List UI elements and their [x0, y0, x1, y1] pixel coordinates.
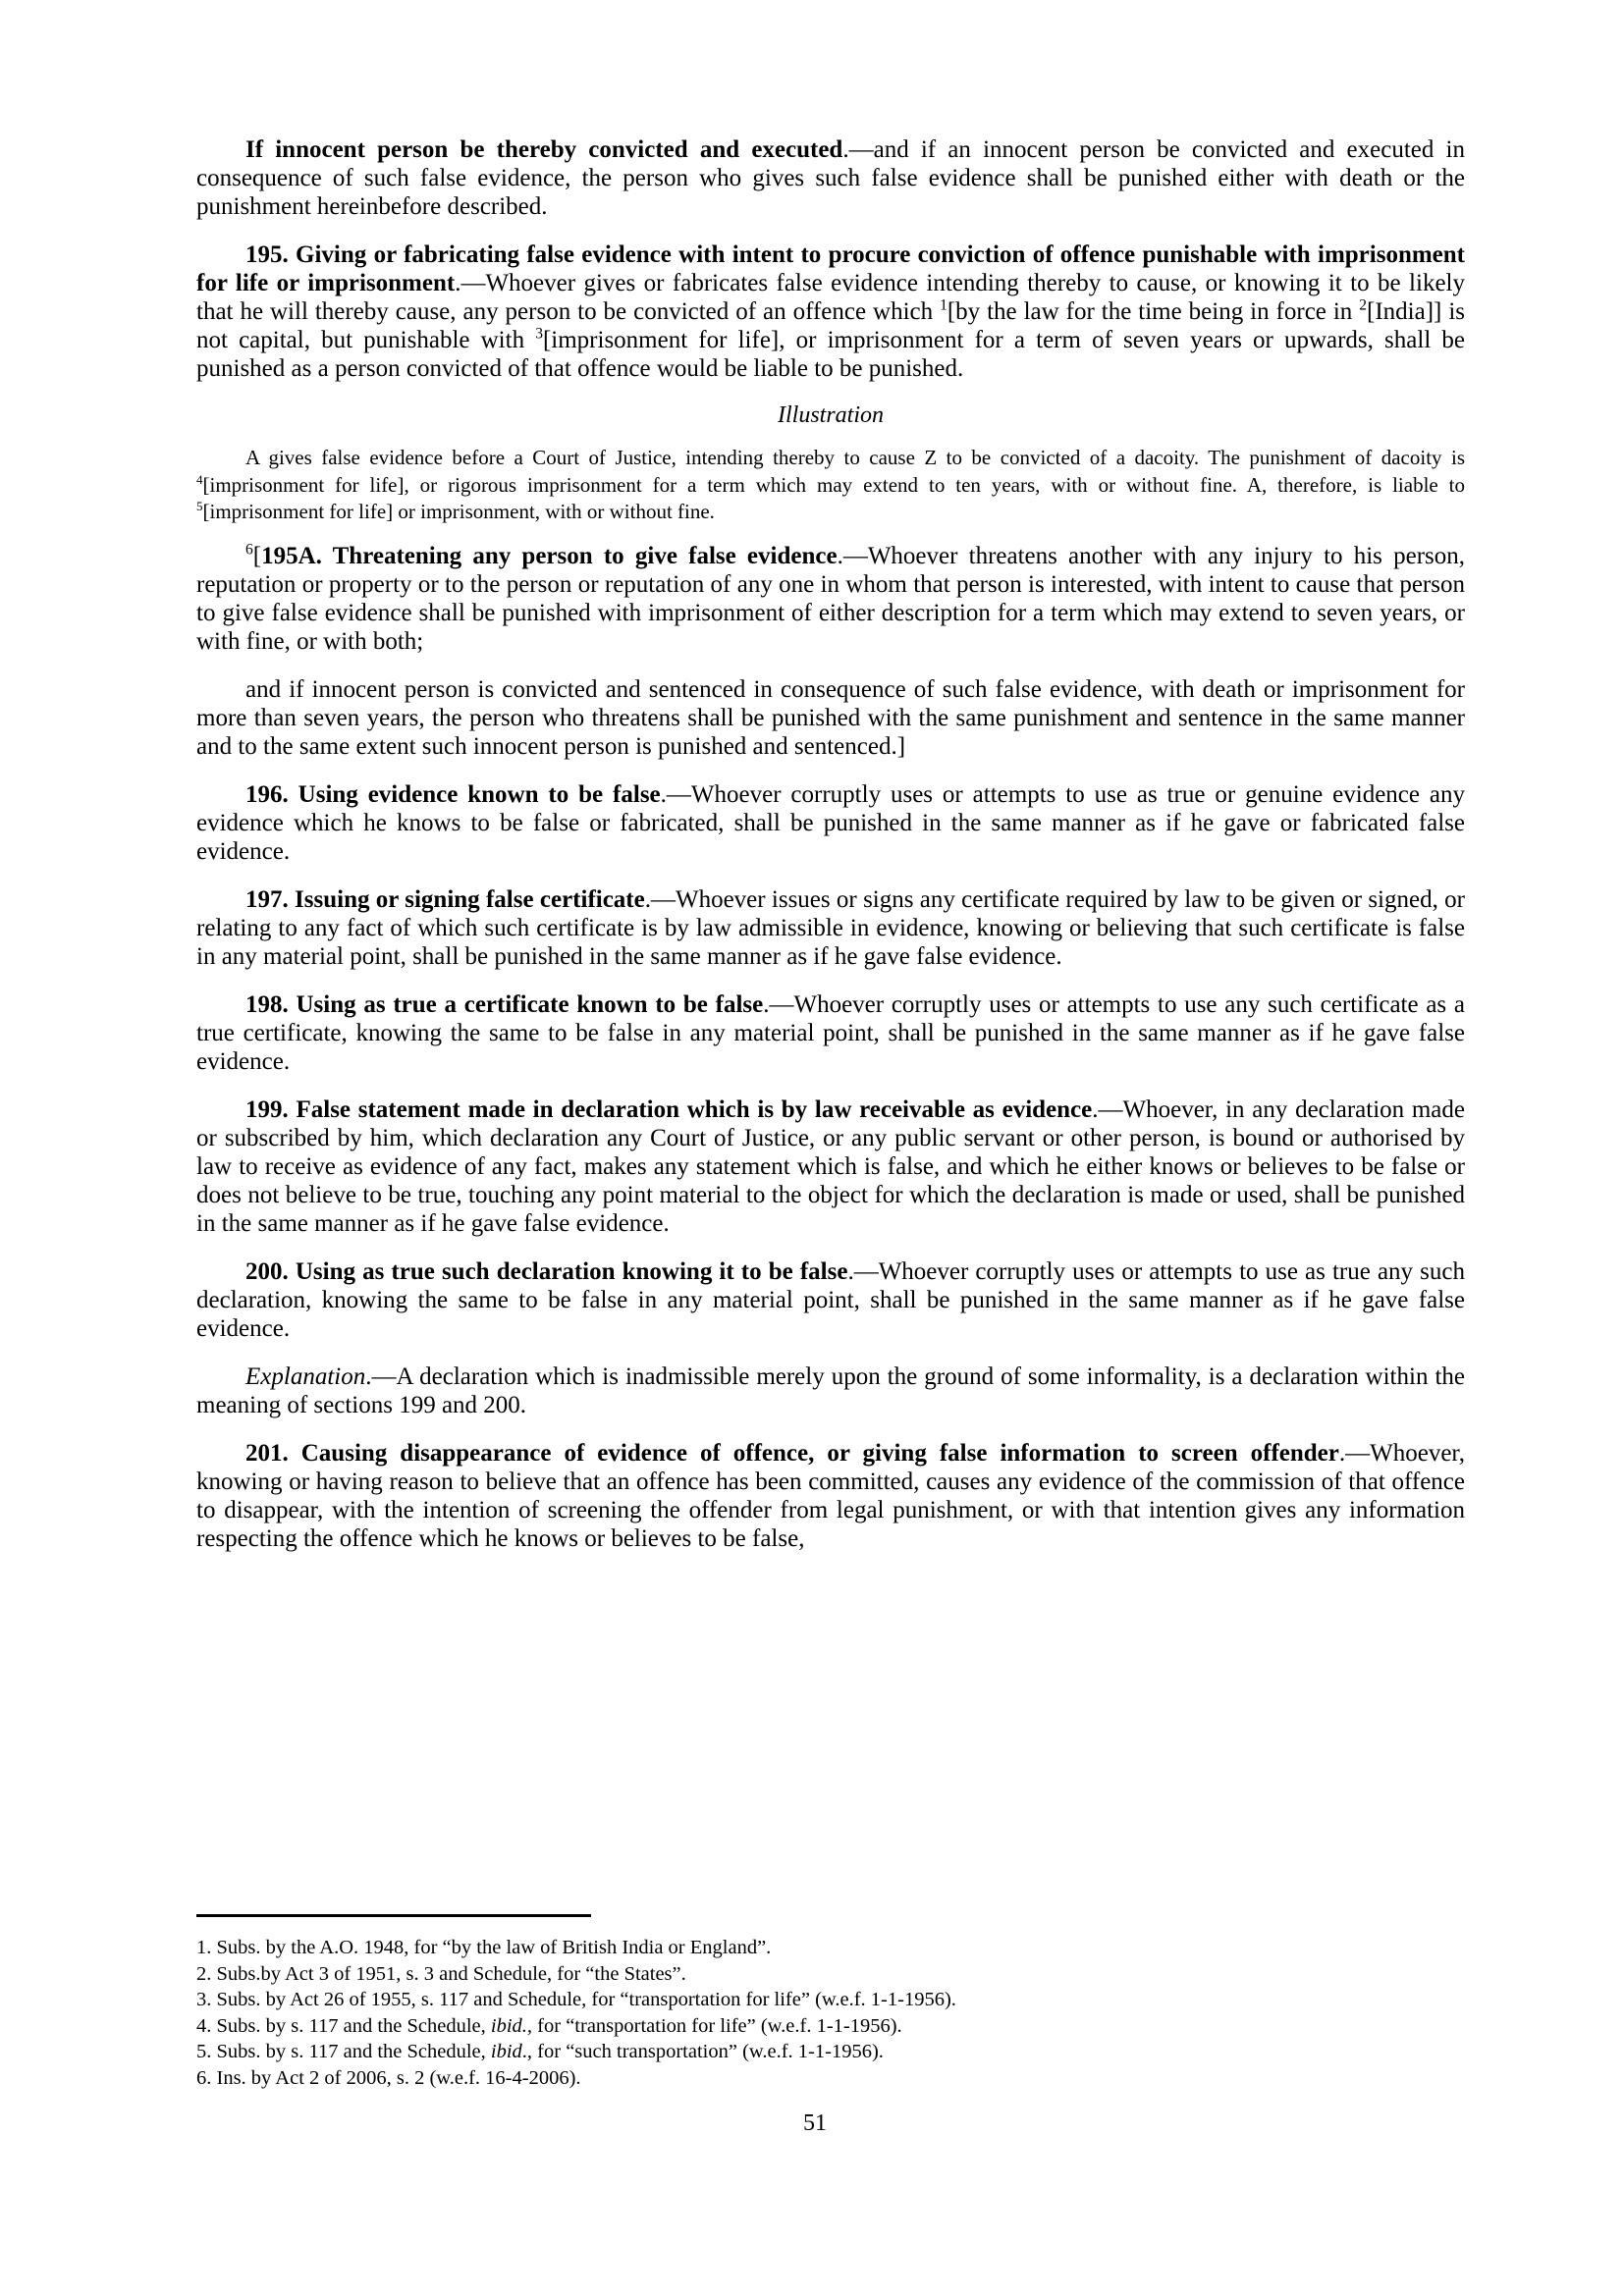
- para-explanation: Explanation.—A declaration which is inadmissible merely upon the ground of some informality, is a declaration within the meaning of sections 199 and 200.: [196, 1362, 1465, 1418]
- para-section-201: 201. Causing disappearance of evidence of offence, or giving false information to screen offender.—Whoever, knowing or having reason to believe that an offence has been committed, causes any evidence of the commission of that offence to disappear, with the intention of screening the offender from legal punishment, or with that intention gives any information respecting the offence which he knows or believes to be false,: [196, 1439, 1465, 1552]
- page-number: 51: [803, 2110, 827, 2136]
- illustration-heading: Illustration: [777, 402, 884, 428]
- footnote-4: 4. Subs. by s. 117 and the Schedule, ibid., for “transportation for life” (w.e.f. 1-1-1956).: [196, 2014, 902, 2037]
- para-section-195: 195. Giving or fabricating false evidence with intent to procure conviction of offence punishable with imprisonment for life or imprisonment.—Whoever gives or fabricates false evidence intending thereby to cause, or knowing it to be likely that he will thereby cause, any person to be convicted of an offence which $^1$[by the law for the time being in force in $^2$[India]] is not capital, but punishable with $^3$[imprisonment for life], or imprisonment for a term of seven years or upwards, shall be punished as a person convicted of that offence would be liable to be punished.: [196, 241, 1465, 382]
- para-section-196: 196. Using evidence known to be false.—Whoever corruptly uses or attempts to use as true or genuine evidence any evidence which he knows to be false or fabricated, shall be punished in the same manner as if he gave or fabricated false evidence.: [196, 780, 1465, 865]
- para-section-200: 200. Using as true such declaration knowing it to be false.—Whoever corruptly uses or attempts to use as true any such declaration, knowing the same to be false in any material point, shall be punished in the same manner as if he gave false evidence.: [196, 1257, 1465, 1342]
- footnote-1: 1. Subs. by the A.O. 1948, for “by the law of British India or England”.: [196, 1937, 772, 1958]
- footnote-6: 6. Ins. by Act 2 of 2006, s. 2 (w.e.f. 16-4-2006).: [196, 2066, 581, 2089]
- para-section-195a: $^6$[195A. Threatening any person to give false evidence.—Whoever threatens another with any injury to his person, reputation or property or to the person or reputation of any one in whom that person is interested, with intent to cause that person to give false evidence shall be punished with imprisonment of either description for a term which may extend to seven years, or with fine, or with both;: [196, 541, 1465, 655]
- footnotes: [196, 1914, 1465, 2091]
- footnote-5: 5. Subs. by s. 117 and the Schedule, ibid., for “such transportation” (w.e.f. 1-1-1956).: [196, 2041, 884, 2062]
- para-if-innocent-convicted: If innocent person be thereby convicted and executed.—and if an innocent person be convicted and executed in consequence of such false evidence, the person who gives such false evidence shall be punished either with death or the punishment hereinbefore described.: [196, 136, 1465, 220]
- para-section-195a-continued: and if innocent person is convicted and sentenced in consequence of such false evidence, with death or imprisonment for more than seven years, the person who threatens shall be punished with the same punishment and sentence in the same manner and to the same extent such innocent person is punished and sentenced.]: [196, 675, 1465, 760]
- para-illustration: A gives false evidence before a Court of Justice, intending thereby to cause Z to be convicted of a dacoity. The punishment of dacoity is $^4$[imprisonment for life], or rigorous imprisonment for a term which may extend to ten years, with or without fine. A, therefore, is liable to $^5$[imprisonment for life] or imprisonment, with or without fine.: [196, 446, 1465, 523]
- footnote-separator: [196, 1914, 591, 1917]
- para-section-198: 198. Using as true a certificate known to be false.—Whoever corruptly uses or attempts to use any such certificate as a true certificate, knowing the same to be false in any material point, shall be punished in the same manner as if he gave false evidence.: [196, 990, 1465, 1075]
- para-section-197: 197. Issuing or signing false certificate.—Whoever issues or signs any certificate required by law to be given or signed, or relating to any fact of which such certificate is by law admissible in evidence, knowing or believing that such certificate is false in any material point, shall be punished in the same manner as if he gave false evidence.: [196, 885, 1465, 970]
- footnote-2: 2. Subs.by Act 3 of 1951, s. 3 and Schedule, for “the States”.: [196, 1962, 686, 1985]
- page-content: [196, 135, 1465, 1573]
- para-section-199: 199. False statement made in declaration which is by law receivable as evidence.—Whoever, in any declaration made or subscribed by him, which declaration any Court of Justice, or any public servant or other person, is bound or authorised by law to receive as evidence of any fact, makes any statement which is false, and which he either knows or believes to be false or does not believe to be true, touching any point material to the object for which the declaration is made or used, shall be punished in the same manner as if he gave false evidence.: [196, 1095, 1465, 1237]
- footnote-3: 3. Subs. by Act 26 of 1955, s. 117 and Schedule, for “transportation for life” (w.e.f. 1-1-1956).: [196, 1989, 956, 2010]
